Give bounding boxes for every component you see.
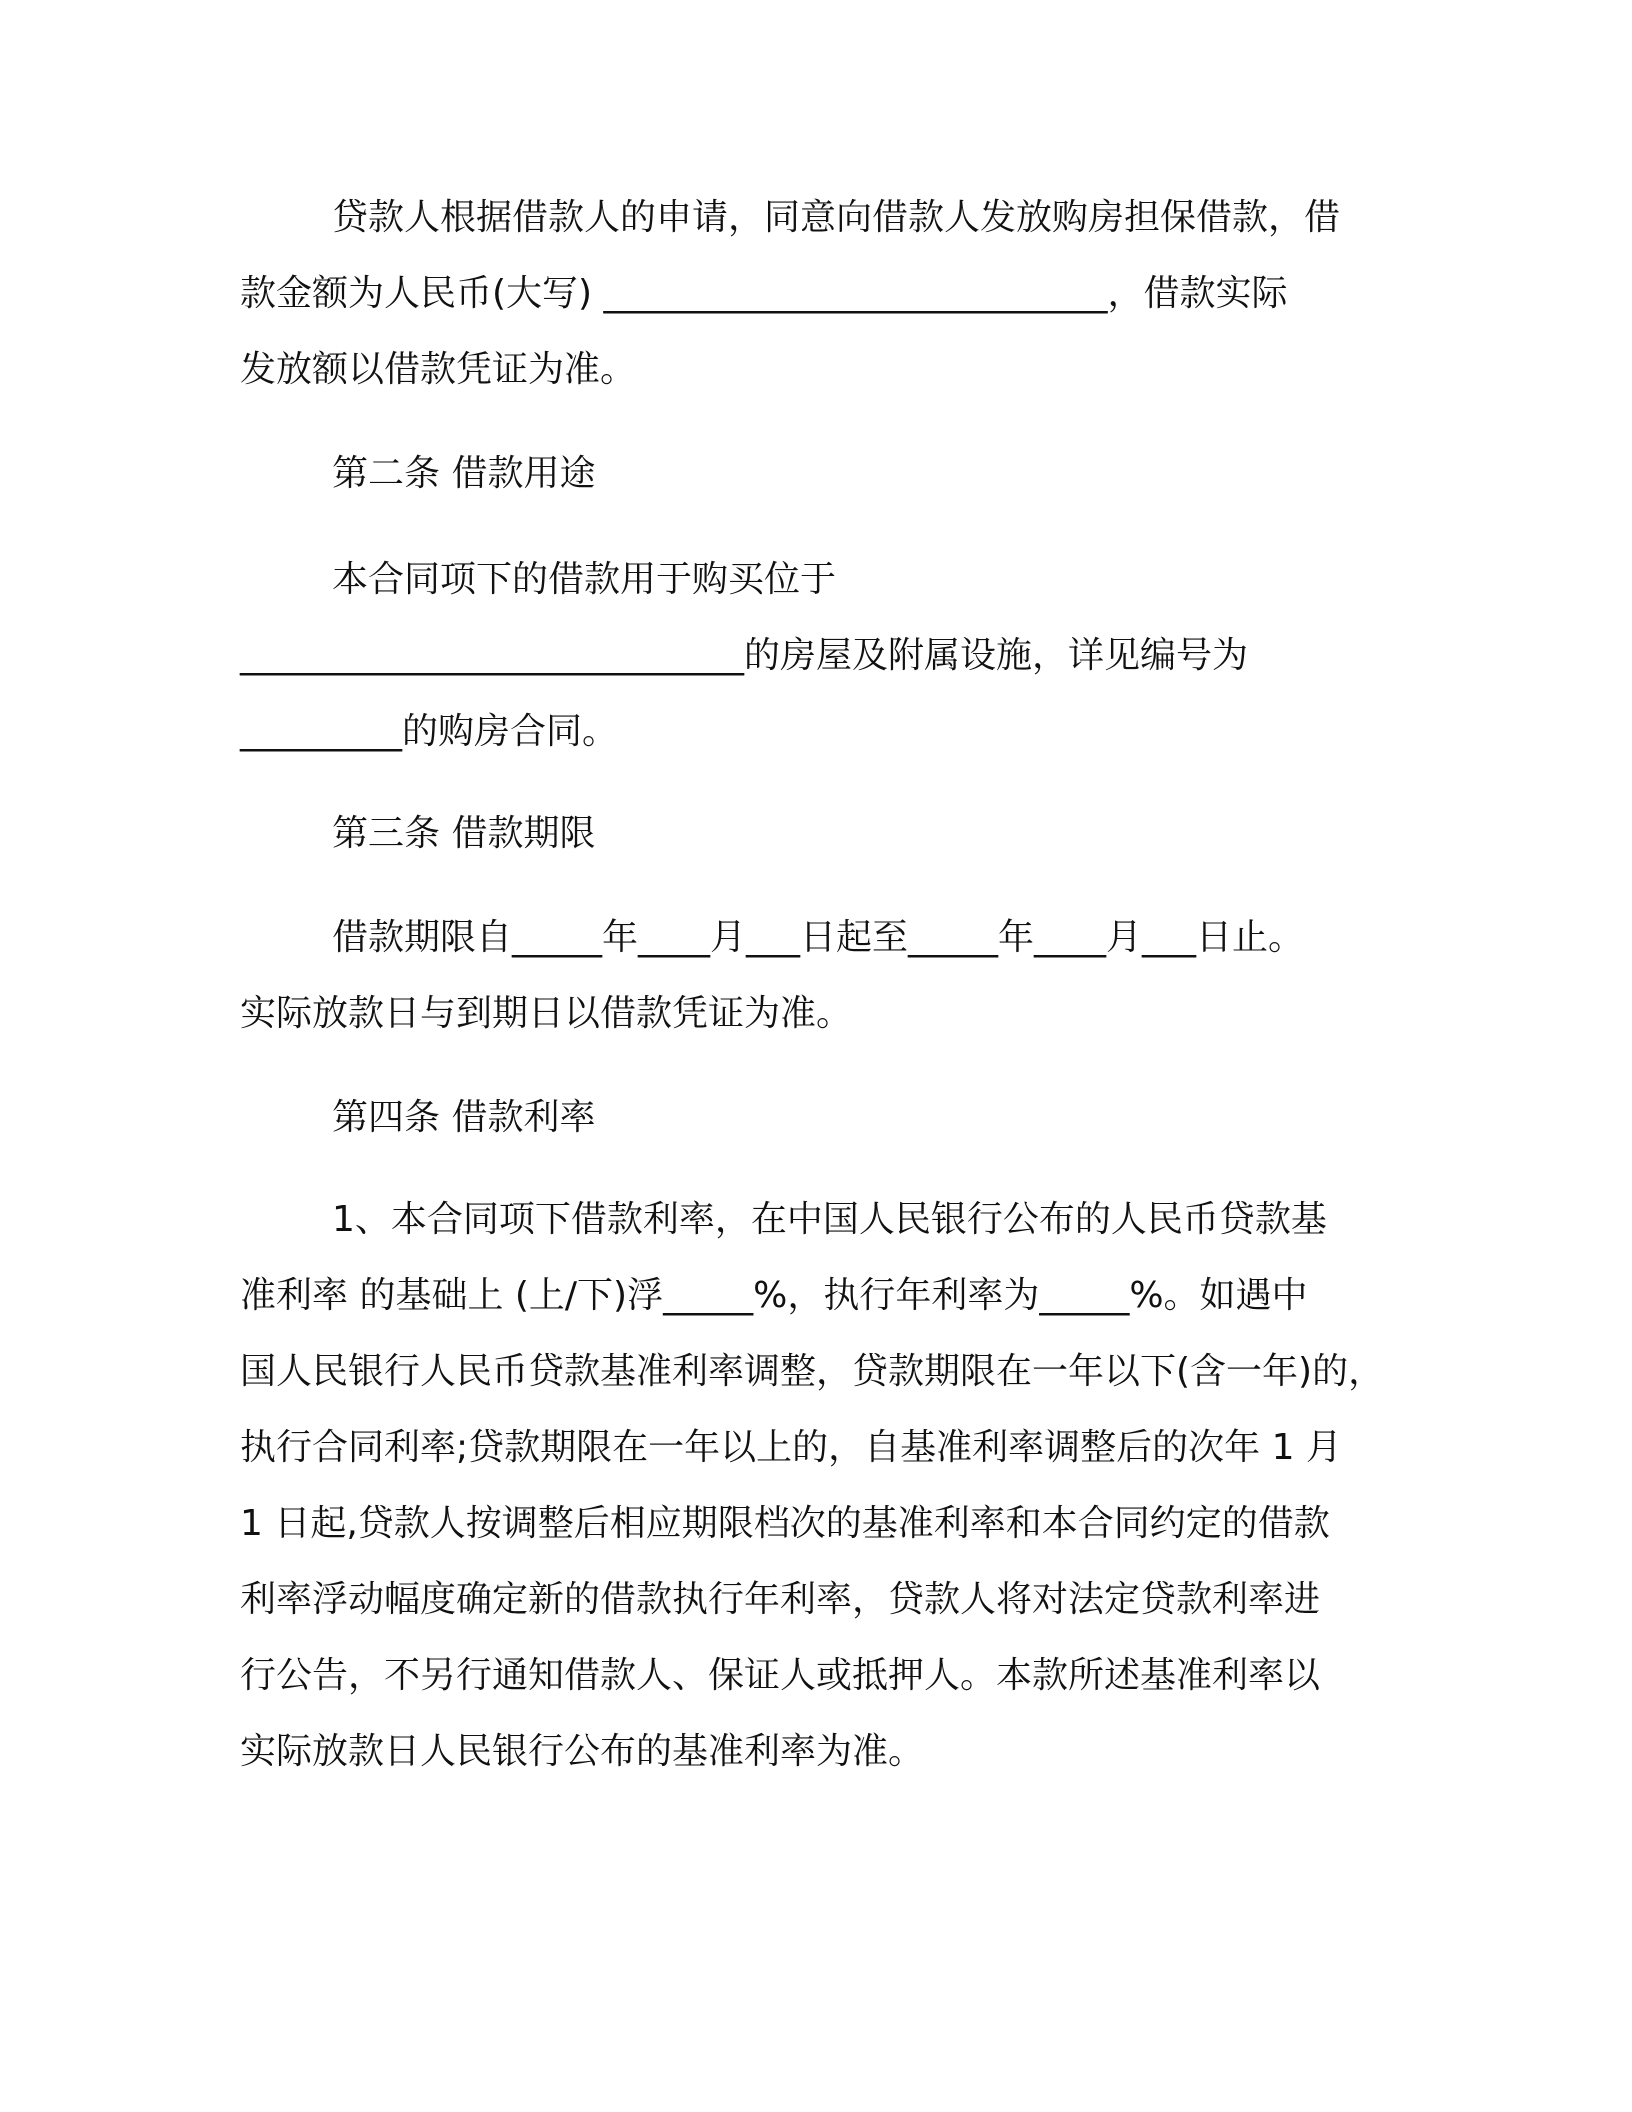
paragraph-interest-rate-line-5: 1 日起,贷款人按调整后相应期限档次的基准利率和本合同约定的借款 [240,1503,1330,1544]
paragraph-interest-rate-line-4: 执行合同利率;贷款期限在一年以上的，自基准利率调整后的次年 1 月 [240,1427,1342,1468]
paragraph-loan-amount-line-2: 款金额为人民币(大写) ____________________________，借款实际 [240,273,1288,314]
paragraph-loan-purpose-line-2: ____________________________的房屋及附属设施，详见编号为 [240,635,1249,676]
paragraph-interest-rate-line-1: 1、本合同项下借款利率，在中国人民银行公布的人民币贷款基 [332,1199,1327,1240]
paragraph-loan-purpose-line-1: 本合同项下的借款用于购买位于 [332,559,837,600]
paragraph-loan-term-line-1: 借款期限自_____年____月___日起至_____年____月___日止。 [332,917,1305,958]
heading-article-2: 第二条 借款用途 [332,453,596,494]
heading-article-3: 第三条 借款期限 [332,813,596,854]
paragraph-interest-rate-line-8: 实际放款日人民银行公布的基准利率为准。 [240,1731,925,1772]
paragraph-loan-purpose-line-3: _________的购房合同。 [240,711,619,752]
heading-article-4: 第四条 借款利率 [332,1097,596,1138]
paragraph-interest-rate-line-2: 准利率 的基础上 (上/下)浮_____%，执行年利率为_____%。如遇中 [240,1275,1308,1316]
paragraph-loan-term-line-2: 实际放款日与到期日以借款凭证为准。 [240,993,853,1034]
paragraph-interest-rate-line-7: 行公告，不另行通知借款人、保证人或抵押人。本款所述基准利率以 [240,1655,1321,1696]
paragraph-interest-rate-line-3: 国人民银行人民币贷款基准利率调整，贷款期限在一年以下(含一年)的， [240,1351,1385,1392]
paragraph-loan-amount-line-3: 发放额以借款凭证为准。 [240,349,637,390]
paragraph-loan-amount-line-1: 贷款人根据借款人的申请，同意向借款人发放购房担保借款，借 [332,197,1341,238]
paragraph-interest-rate-line-6: 利率浮动幅度确定新的借款执行年利率，贷款人将对法定贷款利率进 [240,1579,1321,1620]
